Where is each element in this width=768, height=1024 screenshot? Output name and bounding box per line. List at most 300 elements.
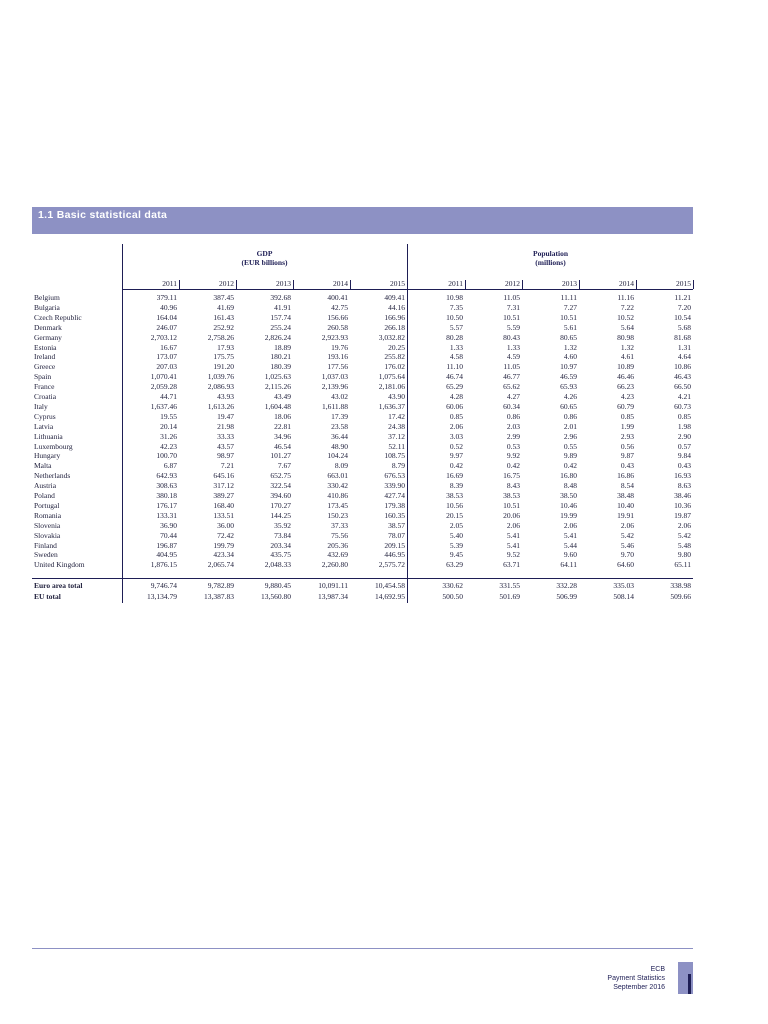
- population-cell: 11.21: [674, 293, 691, 302]
- gdp-cell: 101.27: [270, 451, 291, 461]
- gdp-cell: 42.23: [160, 441, 177, 451]
- gdp-cell: 52.11: [388, 441, 405, 451]
- gdp-cell: 394.60: [270, 491, 291, 500]
- year-tick: [693, 280, 694, 289]
- gdp-cell: 209.15: [384, 540, 405, 550]
- gdp-group-header: [122, 249, 407, 267]
- gdp-cell: 2,086.93: [207, 382, 234, 392]
- population-cell: 10.51: [560, 312, 577, 322]
- gdp-cell: 2,758.26: [207, 332, 234, 342]
- gdp-cell: 43.90: [388, 392, 405, 401]
- population-cell: 5.44: [563, 540, 577, 550]
- population-cell: 46.43: [674, 372, 691, 382]
- gdp-cell: 36.00: [217, 520, 234, 530]
- gdp-cell: 2,115.26: [265, 382, 291, 392]
- population-cell: 0.43: [620, 461, 634, 471]
- population-cell: 9.97: [449, 451, 463, 461]
- population-cell: 10.46: [560, 500, 577, 510]
- population-cell: 9.80: [677, 550, 691, 560]
- population-cell: 9.92: [506, 451, 520, 461]
- gdp-cell: 432.69: [327, 550, 348, 560]
- gdp-cell: 260.58: [327, 322, 348, 332]
- gdp-cell: 423.34: [213, 550, 234, 560]
- population-cell: 38.48: [617, 491, 634, 500]
- population-cell: 10.52: [617, 312, 634, 322]
- gdp-cell: 1,637.46: [150, 401, 177, 411]
- table-row: [32, 481, 693, 491]
- gdp-cell: 652.75: [270, 471, 291, 481]
- population-cell: 4.59: [506, 352, 520, 362]
- population-cell: 332.28: [556, 581, 577, 590]
- gdp-cell: 8.79: [391, 461, 405, 471]
- population-cell: 506.99: [556, 591, 577, 601]
- population-cell: 2.03: [506, 421, 520, 431]
- population-cell: 5.41: [506, 540, 520, 550]
- population-cell: 80.28: [446, 332, 463, 342]
- population-cell: 2.96: [563, 431, 577, 441]
- population-cell: 2.06: [506, 520, 520, 530]
- gdp-cell: 1,025.63: [264, 372, 291, 382]
- population-cell: 0.42: [563, 461, 577, 471]
- population-cell: 9.70: [620, 550, 634, 560]
- country-name: Austria: [34, 481, 57, 491]
- population-cell: 330.62: [442, 581, 463, 590]
- gdp-cell: 22.81: [274, 421, 291, 431]
- table-row: [32, 521, 693, 531]
- population-cell: 509.66: [670, 591, 691, 601]
- gdp-cell: 43.57: [217, 441, 234, 451]
- gdp-cell: 170.27: [270, 500, 291, 510]
- gdp-cell: 18.89: [274, 342, 291, 352]
- population-cell: 11.10: [446, 362, 463, 372]
- population-cell: 65.93: [560, 382, 577, 392]
- gdp-cell: 20.25: [388, 342, 405, 352]
- year-header: 2013: [276, 279, 291, 288]
- gdp-cell: 98.97: [217, 451, 234, 461]
- population-cell: 16.86: [617, 471, 634, 481]
- population-cell: 9.89: [563, 451, 577, 461]
- table-row: [32, 461, 693, 471]
- gdp-cell: 108.75: [384, 451, 405, 461]
- gdp-cell: 404.95: [156, 550, 177, 560]
- gdp-cell: 193.16: [327, 352, 348, 362]
- population-cell: 80.65: [560, 332, 577, 342]
- gdp-cell: 44.16: [388, 302, 405, 312]
- population-cell: 0.86: [563, 411, 577, 421]
- gdp-cell: 31.26: [160, 431, 177, 441]
- gdp-cell: 676.53: [384, 471, 405, 481]
- header-rule: [122, 289, 693, 290]
- table-row: [32, 501, 693, 511]
- year-header-row: [122, 278, 693, 289]
- population-cell: 4.60: [563, 352, 577, 362]
- population-cell: 65.29: [446, 382, 463, 392]
- population-cell: 46.77: [503, 372, 520, 382]
- gdp-cell: 179.38: [384, 500, 405, 510]
- population-cell: 335.03: [613, 581, 634, 590]
- gdp-cell: 48.90: [331, 441, 348, 451]
- population-cell: 20.15: [446, 510, 463, 520]
- population-cell: 500.50: [442, 591, 463, 601]
- population-cell: 0.85: [620, 411, 634, 421]
- gdp-cell: 255.82: [384, 352, 405, 362]
- population-cell: 10.97: [560, 362, 577, 372]
- population-cell: 81.68: [674, 332, 691, 342]
- population-cell: 2.06: [620, 520, 634, 530]
- gdp-cell: 17.42: [388, 411, 405, 421]
- gdp-cell: 9,746.74: [150, 581, 177, 590]
- gdp-cell: 2,260.80: [321, 560, 348, 570]
- gdp-cell: 16.67: [160, 342, 177, 352]
- population-cell: 19.99: [560, 510, 577, 520]
- year-header: 2011: [448, 279, 463, 288]
- population-cell: 38.53: [503, 491, 520, 500]
- country-name: Croatia: [34, 392, 57, 401]
- gdp-cell: 19.47: [217, 411, 234, 421]
- country-name: Denmark: [34, 322, 62, 332]
- gdp-cell: 36.90: [160, 520, 177, 530]
- population-cell: 5.61: [563, 322, 577, 332]
- population-cell: 10.54: [674, 312, 691, 322]
- population-cell: 8.48: [563, 481, 577, 491]
- gdp-unit: (EUR billions): [241, 258, 288, 267]
- gdp-cell: 177.56: [327, 362, 348, 372]
- gdp-cell: 17.39: [331, 411, 348, 421]
- population-cell: 0.55: [563, 441, 577, 451]
- footer-date: September 2016: [613, 984, 665, 991]
- gdp-cell: 7.67: [277, 461, 291, 471]
- population-cell: 501.69: [499, 591, 520, 601]
- population-cell: 8.43: [506, 481, 520, 491]
- population-cell: 0.42: [449, 461, 463, 471]
- population-cell: 338.98: [670, 581, 691, 590]
- table-row: [32, 511, 693, 521]
- population-cell: 19.91: [617, 510, 634, 520]
- country-name: EU total: [34, 591, 61, 601]
- gdp-cell: 43.93: [217, 392, 234, 401]
- population-cell: 7.31: [506, 302, 520, 312]
- gdp-cell: 446.95: [384, 550, 405, 560]
- population-cell: 60.34: [503, 401, 520, 411]
- gdp-title: GDP: [256, 249, 273, 258]
- country-name: France: [34, 382, 55, 392]
- gdp-cell: 35.92: [274, 520, 291, 530]
- population-cell: 1.99: [620, 421, 634, 431]
- gdp-cell: 1,876.15: [150, 560, 177, 570]
- population-cell: 5.42: [620, 530, 634, 540]
- table-row: [32, 333, 693, 343]
- gdp-cell: 10,454.58: [375, 581, 405, 590]
- population-cell: 9.84: [677, 451, 691, 461]
- gdp-cell: 196.87: [156, 540, 177, 550]
- population-cell: 63.71: [503, 560, 520, 570]
- population-cell: 1.33: [449, 342, 463, 352]
- population-cell: 1.31: [677, 342, 691, 352]
- country-name: Portugal: [34, 500, 60, 510]
- gdp-cell: 40.96: [160, 302, 177, 312]
- population-cell: 9.45: [449, 550, 463, 560]
- population-unit: (millions): [535, 258, 566, 267]
- population-cell: 46.74: [446, 372, 463, 382]
- country-name: Finland: [34, 540, 57, 550]
- population-cell: 9.52: [506, 550, 520, 560]
- country-name: Bulgaria: [34, 302, 60, 312]
- table-row: [32, 323, 693, 333]
- gdp-cell: 207.03: [156, 362, 177, 372]
- section-header-bar: [32, 207, 693, 234]
- gdp-cell: 10,091.11: [318, 581, 348, 590]
- gdp-cell: 308.63: [156, 481, 177, 491]
- population-cell: 4.28: [449, 392, 463, 401]
- population-cell: 65.62: [503, 382, 520, 392]
- gdp-cell: 160.35: [384, 510, 405, 520]
- population-cell: 0.53: [506, 441, 520, 451]
- year-header: 2014: [619, 279, 634, 288]
- population-cell: 2.06: [677, 520, 691, 530]
- gdp-cell: 37.33: [331, 520, 348, 530]
- total-row: [32, 592, 693, 602]
- gdp-cell: 389.27: [213, 491, 234, 500]
- gdp-cell: 34.96: [274, 431, 291, 441]
- country-name: Belgium: [34, 293, 60, 302]
- population-cell: 10.51: [503, 312, 520, 322]
- population-cell: 2.01: [563, 421, 577, 431]
- table-row: [32, 412, 693, 422]
- population-cell: 7.22: [620, 302, 634, 312]
- population-cell: 64.11: [560, 560, 577, 570]
- totals-rule: [32, 578, 693, 579]
- gdp-cell: 435.75: [270, 550, 291, 560]
- gdp-cell: 1,075.64: [378, 372, 405, 382]
- gdp-cell: 330.42: [327, 481, 348, 491]
- table-row: [32, 352, 693, 362]
- gdp-cell: 104.24: [327, 451, 348, 461]
- gdp-cell: 43.02: [331, 392, 348, 401]
- gdp-cell: 161.43: [213, 312, 234, 322]
- population-cell: 5.68: [677, 322, 691, 332]
- population-cell: 4.61: [620, 352, 634, 362]
- page-number-glyph: [688, 974, 691, 994]
- population-cell: 2.05: [449, 520, 463, 530]
- country-name: Euro area total: [34, 581, 83, 590]
- population-cell: 10.98: [446, 293, 463, 302]
- country-name: Romania: [34, 510, 62, 520]
- population-cell: 10.89: [617, 362, 634, 372]
- population-cell: 65.11: [674, 560, 691, 570]
- gdp-cell: 157.74: [270, 312, 291, 322]
- gdp-cell: 13,560.80: [261, 591, 291, 601]
- gdp-cell: 175.75: [213, 352, 234, 362]
- gdp-cell: 199.79: [213, 540, 234, 550]
- gdp-cell: 176.02: [384, 362, 405, 372]
- gdp-cell: 2,048.33: [264, 560, 291, 570]
- population-cell: 5.64: [620, 322, 634, 332]
- table-row: [32, 541, 693, 551]
- country-name: Sweden: [34, 550, 58, 560]
- total-row: [32, 581, 693, 591]
- gdp-cell: 24.38: [388, 421, 405, 431]
- population-cell: 8.39: [449, 481, 463, 491]
- population-cell: 0.42: [506, 461, 520, 471]
- table-row: [32, 422, 693, 432]
- population-cell: 0.57: [677, 441, 691, 451]
- footer-publication: Payment Statistics: [607, 975, 665, 982]
- table-row: [32, 442, 693, 452]
- country-name: Spain: [34, 372, 52, 382]
- gdp-cell: 255.24: [270, 322, 291, 332]
- gdp-cell: 1,611.88: [322, 401, 348, 411]
- year-header: 2012: [219, 279, 234, 288]
- gdp-cell: 166.96: [384, 312, 405, 322]
- gdp-cell: 100.70: [156, 451, 177, 461]
- year-header: 2015: [676, 279, 691, 288]
- population-cell: 8.54: [620, 481, 634, 491]
- population-cell: 11.16: [617, 293, 634, 302]
- population-cell: 8.63: [677, 481, 691, 491]
- gdp-cell: 246.07: [156, 322, 177, 332]
- table-row: [32, 531, 693, 541]
- country-name: Slovakia: [34, 530, 61, 540]
- population-cell: 66.23: [617, 382, 634, 392]
- population-cell: 4.21: [677, 392, 691, 401]
- gdp-cell: 133.51: [213, 510, 234, 520]
- gdp-cell: 642.93: [156, 471, 177, 481]
- gdp-cell: 387.45: [213, 293, 234, 302]
- gdp-cell: 144.25: [270, 510, 291, 520]
- gdp-cell: 1,604.48: [264, 401, 291, 411]
- country-name: Italy: [34, 401, 48, 411]
- population-cell: 80.98: [617, 332, 634, 342]
- gdp-cell: 252.92: [213, 322, 234, 332]
- gdp-cell: 42.75: [331, 302, 348, 312]
- gdp-cell: 410.86: [327, 491, 348, 500]
- gdp-cell: 70.44: [160, 530, 177, 540]
- gdp-cell: 8.09: [334, 461, 348, 471]
- population-cell: 80.43: [503, 332, 520, 342]
- population-cell: 10.56: [446, 500, 463, 510]
- country-name: Luxembourg: [34, 441, 73, 451]
- gdp-cell: 9,782.89: [207, 581, 234, 590]
- population-cell: 46.46: [617, 372, 634, 382]
- table-row: [32, 471, 693, 481]
- population-cell: 16.69: [446, 471, 463, 481]
- population-cell: 9.87: [620, 451, 634, 461]
- population-cell: 63.29: [446, 560, 463, 570]
- gdp-cell: 2,181.06: [378, 382, 405, 392]
- section-title: 1.1 Basic statistical data: [38, 209, 168, 221]
- population-cell: 7.20: [677, 302, 691, 312]
- population-cell: 38.46: [674, 491, 691, 500]
- table-row: [32, 382, 693, 392]
- gdp-cell: 13,134.79: [147, 591, 177, 601]
- gdp-cell: 7.21: [220, 461, 234, 471]
- population-cell: 5.46: [620, 540, 634, 550]
- table-row: [32, 372, 693, 382]
- population-cell: 0.86: [506, 411, 520, 421]
- gdp-cell: 392.68: [270, 293, 291, 302]
- population-cell: 3.03: [449, 431, 463, 441]
- gdp-cell: 1,636.37: [378, 401, 405, 411]
- population-cell: 0.43: [677, 461, 691, 471]
- population-cell: 5.40: [449, 530, 463, 540]
- gdp-cell: 2,826.24: [264, 332, 291, 342]
- population-cell: 0.85: [677, 411, 691, 421]
- gdp-cell: 339.90: [384, 481, 405, 491]
- population-cell: 10.51: [503, 500, 520, 510]
- population-cell: 1.32: [563, 342, 577, 352]
- country-name: Ireland: [34, 352, 56, 362]
- gdp-cell: 164.04: [156, 312, 177, 322]
- gdp-cell: 400.41: [327, 293, 348, 302]
- population-cell: 16.75: [503, 471, 520, 481]
- year-header: 2013: [562, 279, 577, 288]
- population-cell: 5.39: [449, 540, 463, 550]
- gdp-cell: 36.44: [331, 431, 348, 441]
- population-cell: 4.27: [506, 392, 520, 401]
- population-cell: 7.35: [449, 302, 463, 312]
- country-name: Lithuania: [34, 431, 63, 441]
- population-cell: 11.11: [560, 293, 577, 302]
- gdp-cell: 380.18: [156, 491, 177, 500]
- table-row: [32, 491, 693, 501]
- population-cell: 5.41: [506, 530, 520, 540]
- population-cell: 38.50: [560, 491, 577, 500]
- gdp-cell: 3,032.82: [378, 332, 405, 342]
- gdp-cell: 2,703.12: [150, 332, 177, 342]
- population-cell: 20.06: [503, 510, 520, 520]
- table-row: [32, 402, 693, 412]
- gdp-cell: 43.49: [274, 392, 291, 401]
- population-cell: 19.87: [674, 510, 691, 520]
- country-name: Estonia: [34, 342, 57, 352]
- population-cell: 10.40: [617, 500, 634, 510]
- gdp-cell: 191.20: [213, 362, 234, 372]
- population-cell: 7.27: [563, 302, 577, 312]
- population-cell: 4.26: [563, 392, 577, 401]
- population-cell: 331.55: [499, 581, 520, 590]
- gdp-cell: 72.42: [217, 530, 234, 540]
- population-cell: 11.05: [503, 362, 520, 372]
- population-cell: 60.73: [674, 401, 691, 411]
- population-cell: 1.32: [620, 342, 634, 352]
- population-cell: 2.93: [620, 431, 634, 441]
- table-row: [32, 313, 693, 323]
- gdp-cell: 17.93: [217, 342, 234, 352]
- gdp-cell: 1,070.41: [150, 372, 177, 382]
- table-row: [32, 451, 693, 461]
- gdp-cell: 6.87: [163, 461, 177, 471]
- gdp-cell: 203.34: [270, 540, 291, 550]
- gdp-cell: 266.18: [384, 322, 405, 332]
- gdp-cell: 156.66: [327, 312, 348, 322]
- gdp-cell: 663.01: [327, 471, 348, 481]
- gdp-cell: 409.41: [384, 293, 405, 302]
- population-cell: 0.85: [449, 411, 463, 421]
- gdp-cell: 1,613.26: [207, 401, 234, 411]
- country-name: Latvia: [34, 421, 54, 431]
- gdp-cell: 205.36: [327, 540, 348, 550]
- gdp-cell: 150.23: [327, 510, 348, 520]
- gdp-cell: 75.56: [331, 530, 348, 540]
- population-cell: 5.42: [677, 530, 691, 540]
- population-cell: 1.33: [506, 342, 520, 352]
- gdp-cell: 46.54: [274, 441, 291, 451]
- population-cell: 10.50: [446, 312, 463, 322]
- gdp-cell: 41.69: [217, 302, 234, 312]
- population-cell: 64.60: [617, 560, 634, 570]
- gdp-cell: 21.98: [217, 421, 234, 431]
- population-cell: 60.06: [446, 401, 463, 411]
